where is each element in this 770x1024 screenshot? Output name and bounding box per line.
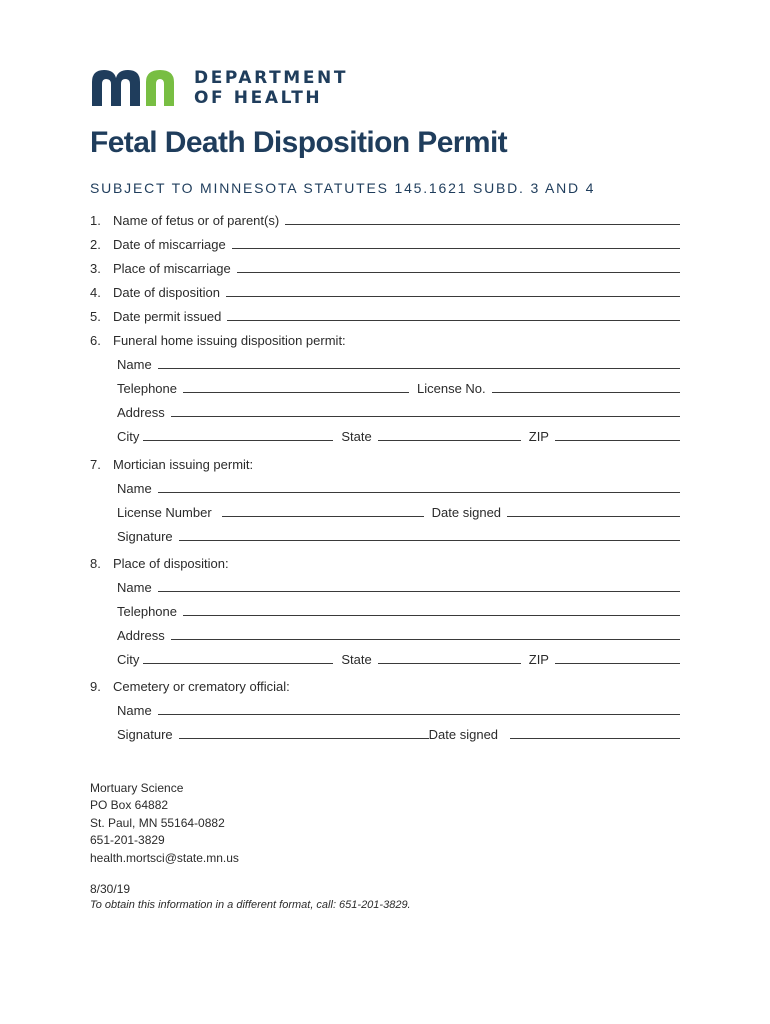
item-number: 1. — [90, 213, 101, 228]
contact-phone: 651-201-3829 — [90, 833, 165, 848]
place-zip-input-line[interactable] — [555, 663, 680, 664]
place-phone-row — [117, 597, 680, 619]
contact-po-box: PO Box 64882 — [90, 798, 169, 813]
place-city-row — [117, 645, 680, 667]
mortician-signature-input-line[interactable] — [179, 540, 680, 541]
place-miscarriage-input-line[interactable] — [237, 272, 680, 273]
field-label: Date of miscarriage — [113, 237, 226, 252]
field-date-disposition — [90, 278, 680, 300]
funeral-home-phone-input-line[interactable] — [183, 392, 409, 393]
contact-block — [90, 780, 239, 867]
field-place-miscarriage — [90, 254, 680, 276]
field-label: State — [341, 652, 372, 667]
field-label: Address — [117, 628, 165, 643]
field-label: Date signed — [431, 505, 502, 520]
field-label: ZIP — [528, 429, 549, 444]
contact-city: St. Paul, MN 55164-0882 — [90, 815, 225, 830]
section-cemetery-official — [90, 672, 680, 694]
field-label: Place of miscarriage — [113, 261, 231, 276]
field-label: Signature — [117, 529, 173, 544]
mortician-date-signed-input-line[interactable] — [507, 516, 680, 517]
official-signature-row — [117, 720, 680, 742]
field-label: ZIP — [528, 652, 549, 667]
contact-org: Mortuary Science — [90, 781, 184, 795]
alt-format-note: To obtain this information in a different format, call: 651-201-3829. — [90, 899, 411, 911]
mn-logo-icon — [90, 66, 186, 110]
place-name-input-line[interactable] — [158, 591, 680, 592]
official-name-row — [117, 696, 680, 718]
field-label: Name — [117, 357, 152, 372]
section-label: Cemetery or crematory official: — [113, 679, 290, 694]
funeral-home-name-input-line[interactable] — [158, 368, 680, 369]
place-address-input-line[interactable] — [171, 639, 680, 640]
field-label: Date permit issued — [113, 309, 222, 324]
field-label: Name — [117, 580, 152, 595]
funeral-home-address-row — [117, 398, 680, 420]
mortician-signature-row — [117, 522, 680, 544]
mdh-logo — [90, 66, 370, 110]
date-miscarriage-input-line[interactable] — [232, 248, 680, 249]
field-label: Telephone — [117, 381, 177, 396]
fetus-name-input-line[interactable] — [285, 224, 680, 225]
funeral-home-name-row — [117, 350, 680, 372]
logo-line-department: DEPARTMENT — [194, 68, 349, 88]
funeral-home-address-input-line[interactable] — [171, 416, 680, 417]
field-label: State — [341, 429, 372, 444]
mortician-license-input-line[interactable] — [222, 516, 424, 517]
field-label: Date signed — [428, 727, 499, 742]
field-label: Name — [117, 481, 152, 496]
field-label: Date of disposition — [113, 285, 220, 300]
item-number: 8. — [90, 556, 101, 571]
funeral-home-city-input-line[interactable] — [143, 440, 333, 441]
item-number: 7. — [90, 457, 101, 472]
item-number: 9. — [90, 679, 101, 694]
mortician-name-row — [117, 474, 680, 496]
revision-date: 8/30/19 — [90, 882, 131, 896]
place-name-row — [117, 573, 680, 595]
field-date-issued — [90, 302, 680, 324]
field-label: City — [117, 652, 140, 667]
item-number: 4. — [90, 285, 101, 300]
section-mortician — [90, 450, 680, 472]
funeral-home-state-input-line[interactable] — [378, 440, 521, 441]
date-disposition-input-line[interactable] — [226, 296, 680, 297]
field-fetus-name — [90, 206, 680, 228]
item-number: 5. — [90, 309, 101, 324]
field-label: Name of fetus or of parent(s) — [113, 213, 280, 228]
item-number: 2. — [90, 237, 101, 252]
field-label: Address — [117, 405, 165, 420]
item-number: 6. — [90, 333, 101, 348]
mortician-license-row — [117, 498, 680, 520]
item-number: 3. — [90, 261, 101, 276]
official-name-input-line[interactable] — [158, 714, 680, 715]
field-label: License No. — [417, 381, 486, 396]
section-label: Funeral home issuing disposition permit: — [113, 333, 346, 348]
field-label: City — [117, 429, 140, 444]
field-date-miscarriage — [90, 230, 680, 252]
place-phone-input-line[interactable] — [183, 615, 680, 616]
logo-text — [194, 68, 348, 108]
section-label: Mortician issuing permit: — [113, 457, 254, 472]
place-address-row — [117, 621, 680, 643]
funeral-home-city-row — [117, 422, 680, 444]
section-funeral-home — [90, 326, 680, 348]
page-title: Fetal Death Disposition Permit — [90, 126, 508, 159]
official-date-signed-input-line[interactable] — [510, 738, 680, 739]
official-signature-input-line[interactable] — [179, 738, 429, 739]
date-issued-input-line[interactable] — [227, 320, 680, 321]
field-label: Telephone — [117, 604, 177, 619]
funeral-home-phone-row — [117, 374, 680, 396]
field-label: License Number — [117, 505, 212, 520]
field-label: Name — [117, 703, 152, 718]
place-state-input-line[interactable] — [378, 663, 521, 664]
place-city-input-line[interactable] — [143, 663, 333, 664]
funeral-home-license-input-line[interactable] — [492, 392, 680, 393]
section-label: Place of disposition: — [113, 556, 229, 571]
mortician-name-input-line[interactable] — [158, 492, 680, 493]
section-place-disposition — [90, 549, 680, 571]
statute-subtitle: SUBJECT TO MINNESOTA STATUTES 145.1621 SUBD. 3 AND 4 — [90, 180, 596, 196]
contact-email[interactable]: health.mortsci@state.mn.us — [90, 850, 239, 865]
field-label: Signature — [117, 727, 173, 742]
funeral-home-zip-input-line[interactable] — [555, 440, 680, 441]
logo-line-of-health: OF HEALTH — [194, 88, 323, 108]
